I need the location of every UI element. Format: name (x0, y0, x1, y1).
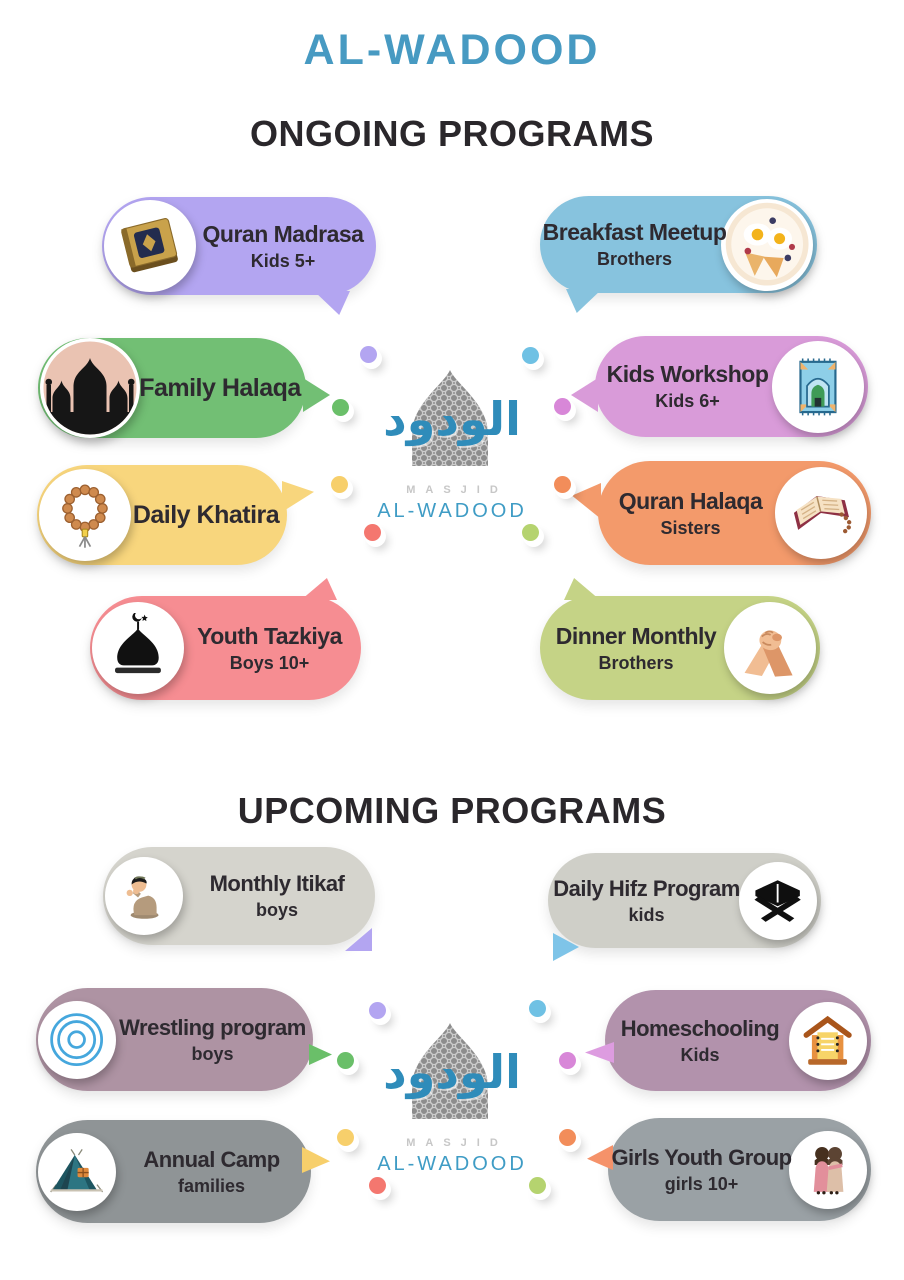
program-title: Homeschooling (620, 1015, 780, 1041)
program-subtitle: Brothers (596, 249, 672, 269)
logo-dome (383, 1021, 521, 1121)
decor-dot (331, 476, 348, 493)
masjid-logo (0, 1021, 904, 1176)
decor-dot (332, 399, 349, 416)
decor-dot (554, 398, 571, 415)
program-subtitle: Kids 6+ (655, 391, 720, 411)
program-title: Kids Workshop (606, 361, 769, 387)
decor-dot (529, 1000, 546, 1017)
decor-dot (554, 476, 571, 493)
program-subtitle: boys (191, 1043, 234, 1064)
program-subtitle: families (177, 1175, 246, 1196)
program-title: Dinner Monthly (555, 622, 717, 649)
decor-dot (529, 1177, 546, 1194)
program-subtitle: Brothers (598, 652, 674, 673)
logo-arabic-calligraphy: الودود (383, 392, 521, 446)
decor-dot (337, 1129, 354, 1146)
program-title: Quran Halaqa (618, 487, 763, 514)
program-subtitle: boys (255, 900, 298, 920)
program-title: Annual Camp (143, 1146, 280, 1172)
decor-dot (522, 347, 539, 364)
decor-dot (559, 1052, 576, 1069)
program-title: Breakfast Meetup (542, 219, 727, 245)
mosque-dome-icon (92, 602, 184, 694)
logo-masjid-label: MASJID (406, 484, 508, 496)
program-subtitle: kids (628, 904, 665, 925)
program-card-dinner-monthly (540, 596, 820, 700)
decor-dot (360, 346, 377, 363)
program-card-monthly-itikaf (103, 847, 375, 945)
section-heading-ongoing: ONGOING PROGRAMS (249, 113, 655, 154)
program-subtitle: Kids 5+ (250, 250, 316, 271)
poster-title: AL-WADOOD (303, 26, 601, 74)
program-card-youth-tazkiya (90, 596, 361, 700)
praying-boy-icon (105, 857, 183, 935)
program-subtitle: Sisters (660, 517, 721, 538)
program-title: Daily Hifz Program (553, 875, 740, 901)
logo-masjid-label: MASJID (406, 1137, 508, 1149)
decor-dot (337, 1052, 354, 1069)
program-subtitle: girls 10+ (664, 1173, 739, 1194)
breakfast-plate-icon (721, 199, 813, 291)
program-title: Youth Tazkiya (197, 622, 342, 649)
decor-dot (369, 1002, 386, 1019)
decor-dot (559, 1129, 576, 1146)
program-title: Quran Madrasa (202, 220, 364, 247)
program-title: Family Halaqa (139, 373, 301, 402)
logo-name: AL-WADOOD (377, 1153, 527, 1175)
program-title: Wrestling program (119, 1014, 306, 1040)
masjid-logo (0, 368, 904, 523)
decor-dot (369, 1177, 386, 1194)
quran-book-icon (104, 200, 196, 292)
logo-arabic-calligraphy: الودود (383, 1045, 521, 1099)
arm-wrestle-icon (724, 602, 816, 694)
program-card-quran-madrasa (102, 197, 376, 295)
program-card-breakfast-meetup (540, 196, 817, 293)
quran-rehal-icon (739, 862, 817, 940)
program-subtitle: Kids (680, 1044, 720, 1065)
decor-dot (522, 524, 539, 541)
program-title: Monthly Itikaf (209, 871, 345, 896)
program-subtitle: Boys 10+ (229, 652, 310, 673)
logo-dome (383, 368, 521, 468)
program-title: Daily Khatira (132, 500, 280, 529)
program-card-daily-hifz (548, 853, 821, 948)
program-title: Girls Youth Group (611, 1144, 792, 1170)
decor-dot (364, 524, 381, 541)
section-heading-upcoming: UPCOMING PROGRAMS (237, 790, 667, 831)
logo-name: AL-WADOOD (377, 500, 527, 522)
